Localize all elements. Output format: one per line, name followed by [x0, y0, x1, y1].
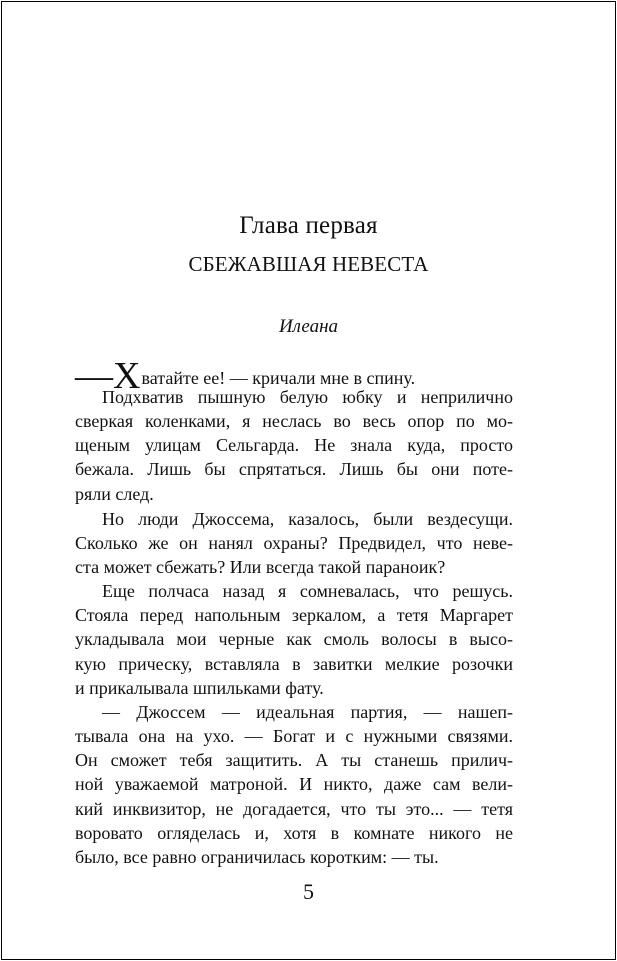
pov-heading: Илеана	[278, 316, 339, 337]
text-line: Но люди Джоссема, казалось, были вездесущи.	[102, 509, 513, 529]
text-line: ряли след.	[75, 484, 154, 504]
text-line: и прикалывала шпильками фату.	[75, 678, 324, 698]
text-line: укладывала мои черные как смоль волосы в высо-	[75, 629, 513, 649]
text-line: — Джоссем — идеальная партия, — нашеп-	[102, 702, 513, 722]
page-number: 5	[303, 879, 314, 904]
text-line-content: ватайте ее! — кричали мне в спину.	[141, 368, 416, 388]
text-line: Еще полчаса назад я сомневалась, что решусь.	[102, 581, 513, 601]
text-line: сверкая коленками, я неслась во весь опор по мо-	[75, 411, 513, 431]
book-page	[1, 1, 616, 960]
text-line: было, все равно ограничилась коротким: — ты.	[75, 847, 439, 867]
text-line: Сколько же он нанял охраны? Предвидел, что неве-	[75, 533, 513, 553]
text-line: тывала она на ухо. — Богат и с нужными связями.	[75, 726, 513, 746]
text-line: Стояла перед напольным зеркалом, а тетя Маргарет	[75, 605, 513, 625]
text-line: щеным улицам Сельгарда. Не знала куда, просто	[75, 435, 513, 455]
drop-cap: —Х	[75, 355, 141, 397]
chapter-title: Глава первая	[239, 212, 378, 239]
chapter-subtitle: СБЕЖАВШАЯ НЕВЕСТА	[188, 252, 429, 276]
text-line: Подхватив пышную белую юбку и неприлично	[102, 387, 513, 407]
text-line: Он сможет тебя защитить. А ты станешь прилич-	[75, 750, 513, 770]
text-line: воровато огляделась и, хотя в комнате никого не	[75, 823, 513, 843]
text-line: ста может сбежать? Или всегда такой параноик?	[75, 557, 446, 577]
text-line: кий инквизитор, не догадается, что ты это... — тетя	[75, 799, 513, 819]
text-line: кую прическу, вставляла в завитки мелкие розочки	[75, 654, 513, 674]
text-line: бежала. Лишь бы спрятаться. Лишь бы они поте-	[75, 459, 513, 479]
text-line: ной уважаемой матроной. И никто, даже сам вели-	[75, 774, 513, 794]
